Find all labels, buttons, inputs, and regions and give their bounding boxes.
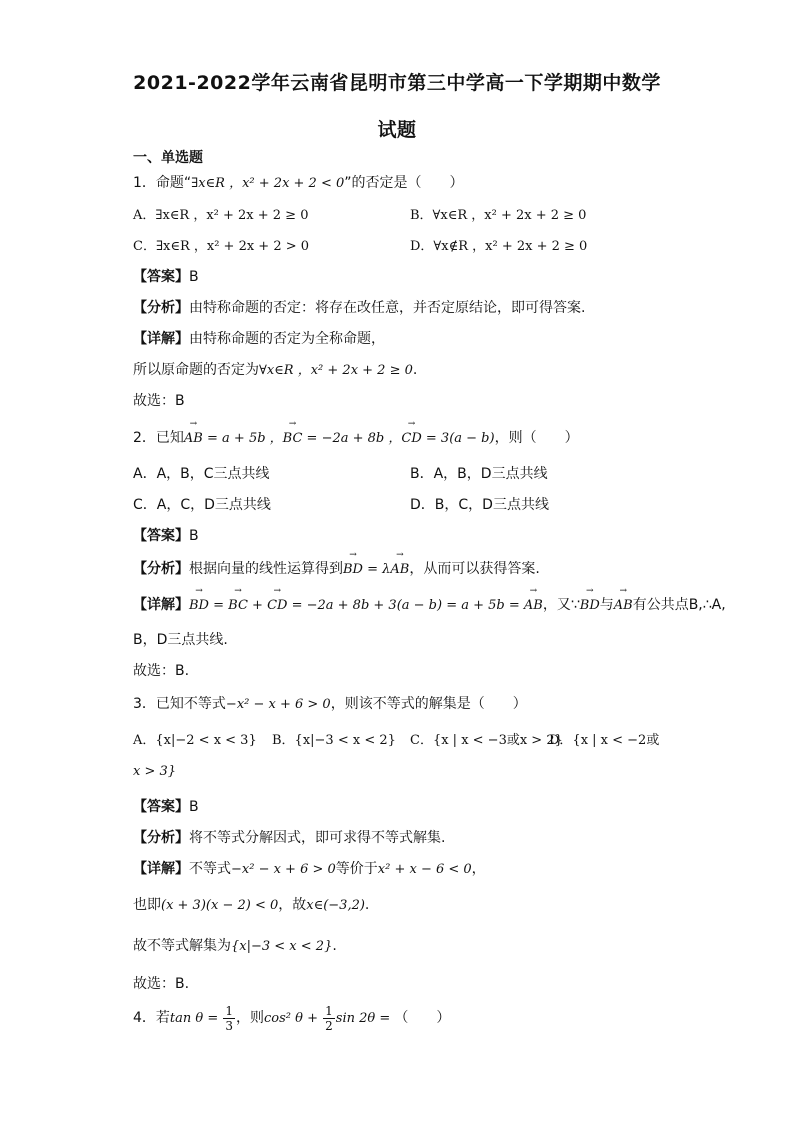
page-title-line2: 试题 <box>377 119 417 141</box>
q3-stem <box>133 693 527 713</box>
q2-answer <box>133 525 199 545</box>
q2-ab-expr: = a + 5b ， <box>202 431 283 446</box>
detail-math: + <box>247 598 268 613</box>
analysis-text: 由特称命题的否定：将存在改任意，并否定原结论，即可得答案. <box>189 300 586 316</box>
q4-stem-text: 4．若 <box>133 1010 170 1026</box>
vector-bd: → BD <box>580 598 600 613</box>
detail-math: (x + 3)(x − 2) < 0 <box>161 898 279 913</box>
fraction-denominator: 3 <box>225 1018 234 1033</box>
detail-tag: 【详解】 <box>133 861 189 877</box>
q2-option-c: C．A，C，D三点共线 <box>133 497 271 513</box>
q1-stem-tail: ”的否定是（ ） <box>344 175 464 191</box>
detail-text-tail: . <box>412 362 418 378</box>
q3-answer <box>133 796 199 816</box>
q3-stem-tail: ，则该不等式的解集是（ ） <box>330 696 527 712</box>
q2-stem-text: 2．已知 <box>133 430 184 446</box>
detail-text: 与 <box>599 597 614 613</box>
q2-bc-expr: = −2a + 8b ， <box>302 431 402 446</box>
detail-text: 也即 <box>133 897 161 913</box>
q1-detail-line2 <box>133 359 417 379</box>
q2-stem <box>133 427 579 447</box>
detail-math: {x|−3 < x < 2} <box>231 939 333 954</box>
analysis-text: 根据向量的线性运算得到 <box>189 561 343 577</box>
detail-math: x² + x − 6 < 0 <box>377 862 472 877</box>
detail-math: ∀x∈R ，x² + 2x + 2 ≥ 0 <box>259 363 413 378</box>
detail-text: ，又∵ <box>542 597 580 613</box>
q3-detail-line2 <box>133 894 369 914</box>
q1-stem-math: ∃x∈R ，x² + 2x + 2 < 0 <box>191 176 345 191</box>
fraction-numerator: 1 <box>225 1003 234 1018</box>
answer-tag: 【答案】 <box>133 269 189 285</box>
q1-conclusion: 故选：B <box>133 393 185 409</box>
analysis-math: = λ <box>362 562 391 577</box>
q1-stem-text: 1．命题“ <box>133 175 192 191</box>
fraction-one-third <box>223 1004 235 1033</box>
q3-option-c: C．{x | x < −3或x > 2} <box>410 733 563 748</box>
q1-analysis <box>133 297 585 317</box>
vector-ab: → AB <box>614 598 633 613</box>
q1-option-b: B．∀x∈R ，x² + 2x + 2 ≥ 0 <box>410 208 587 223</box>
answer-value: B <box>189 528 199 544</box>
q2-detail <box>133 594 726 614</box>
q4-stem-text: ，则 <box>236 1010 265 1026</box>
q1-option-d: D．∀x∉R ，x² + 2x + 2 ≥ 0 <box>410 239 588 254</box>
detail-tag: 【详解】 <box>133 331 189 347</box>
q2-stem-tail: ，则（ ） <box>494 430 579 446</box>
section-heading: 一、单选题 <box>133 150 203 166</box>
detail-text: ，故 <box>278 897 307 913</box>
q2-option-b: B．A，B，D三点共线 <box>410 466 548 482</box>
q3-detail <box>133 858 486 878</box>
q1-option-c: C．∃x∈R ，x² + 2x + 2 > 0 <box>133 239 310 254</box>
detail-text-tail: . <box>332 938 337 954</box>
detail-tag: 【详解】 <box>133 597 189 613</box>
q3-analysis <box>133 827 445 847</box>
q3-stem-math: −x² − x + 6 > 0 <box>225 697 331 712</box>
detail-text-tail: . <box>364 897 370 913</box>
q1-option-a: A．∃x∈R ，x² + 2x + 2 ≥ 0 <box>133 208 309 223</box>
analysis-text-tail: ，从而可以获得答案. <box>409 561 540 577</box>
detail-text: 等价于 <box>335 861 378 877</box>
vector-bd: → BD <box>343 562 363 577</box>
detail-math: = −2a + 8b + 3(a − b) = a + 5b = <box>287 598 524 613</box>
detail-math: = <box>208 598 229 613</box>
detail-math: −x² − x + 6 > 0 <box>231 862 336 877</box>
answer-value: B <box>189 799 199 815</box>
q3-option-d-cont: x > 3} <box>133 764 177 779</box>
q3-option-a: A．{x|−2 < x < 3} <box>133 733 257 748</box>
answer-tag: 【答案】 <box>133 799 189 815</box>
analysis-tag: 【分析】 <box>133 561 189 577</box>
vector-bc: → BC <box>228 598 248 613</box>
q4-tan-expr: tan θ = <box>169 1011 223 1026</box>
fraction-numerator: 1 <box>325 1003 333 1018</box>
q3-detail-line3 <box>133 935 337 955</box>
q2-analysis <box>133 558 540 578</box>
analysis-tag: 【分析】 <box>133 300 189 316</box>
q3-conclusion: 故选：B. <box>133 976 190 992</box>
detail-text: 由特称命题的否定为全称命题， <box>189 331 385 347</box>
analysis-text: 将不等式分解因式，即可求得不等式解集. <box>189 830 446 846</box>
vector-cd: → CD <box>401 431 421 446</box>
page-title: 2021-2022学年云南省昆明市第三中学高一下学期期中数学 <box>133 72 661 94</box>
q3-option-b: B．{x|−3 < x < 2} <box>272 733 396 748</box>
vector-bd: → BD <box>189 598 209 613</box>
q1-stem <box>133 172 464 192</box>
detail-text: 故不等式解集为 <box>133 938 231 954</box>
vector-ab: → AB <box>524 598 543 613</box>
q1-detail <box>133 328 385 348</box>
detail-text: 有公共点B,∴A, <box>632 597 726 613</box>
q2-cd-expr: = 3(a − b) <box>421 431 495 446</box>
answer-value: B <box>189 269 199 285</box>
answer-tag: 【答案】 <box>133 528 189 544</box>
q1-answer <box>133 266 199 286</box>
fraction-denominator: 2 <box>325 1018 333 1033</box>
analysis-tag: 【分析】 <box>133 830 189 846</box>
vector-bc: → BC <box>283 431 303 446</box>
q2-option-d: D．B，C，D三点共线 <box>410 497 549 513</box>
q3-option-d: D．{x | x < −2或 <box>549 733 660 748</box>
q4-sin-expr: sin 2θ = <box>335 1011 395 1026</box>
q3-stem-text: 3．已知不等式 <box>133 696 226 712</box>
detail-text-tail: ， <box>471 861 486 877</box>
detail-math: x∈(−3,2) <box>306 898 365 913</box>
detail-text: 所以原命题的否定为 <box>133 362 259 378</box>
q4-stem-tail: （ ） <box>394 1010 451 1026</box>
q4-cos-expr: cos² θ + <box>264 1011 323 1026</box>
vector-cd: → CD <box>267 598 287 613</box>
q2-detail-line2: B，D三点共线. <box>133 632 228 648</box>
vector-ab: → AB <box>390 562 409 577</box>
detail-text: 不等式 <box>189 861 231 877</box>
vector-ab: → AB <box>184 431 203 446</box>
q2-conclusion: 故选：B. <box>133 663 190 679</box>
q4-stem <box>133 1002 450 1035</box>
q2-option-a: A．A，B，C三点共线 <box>133 466 270 482</box>
fraction-one-half <box>323 1004 335 1033</box>
